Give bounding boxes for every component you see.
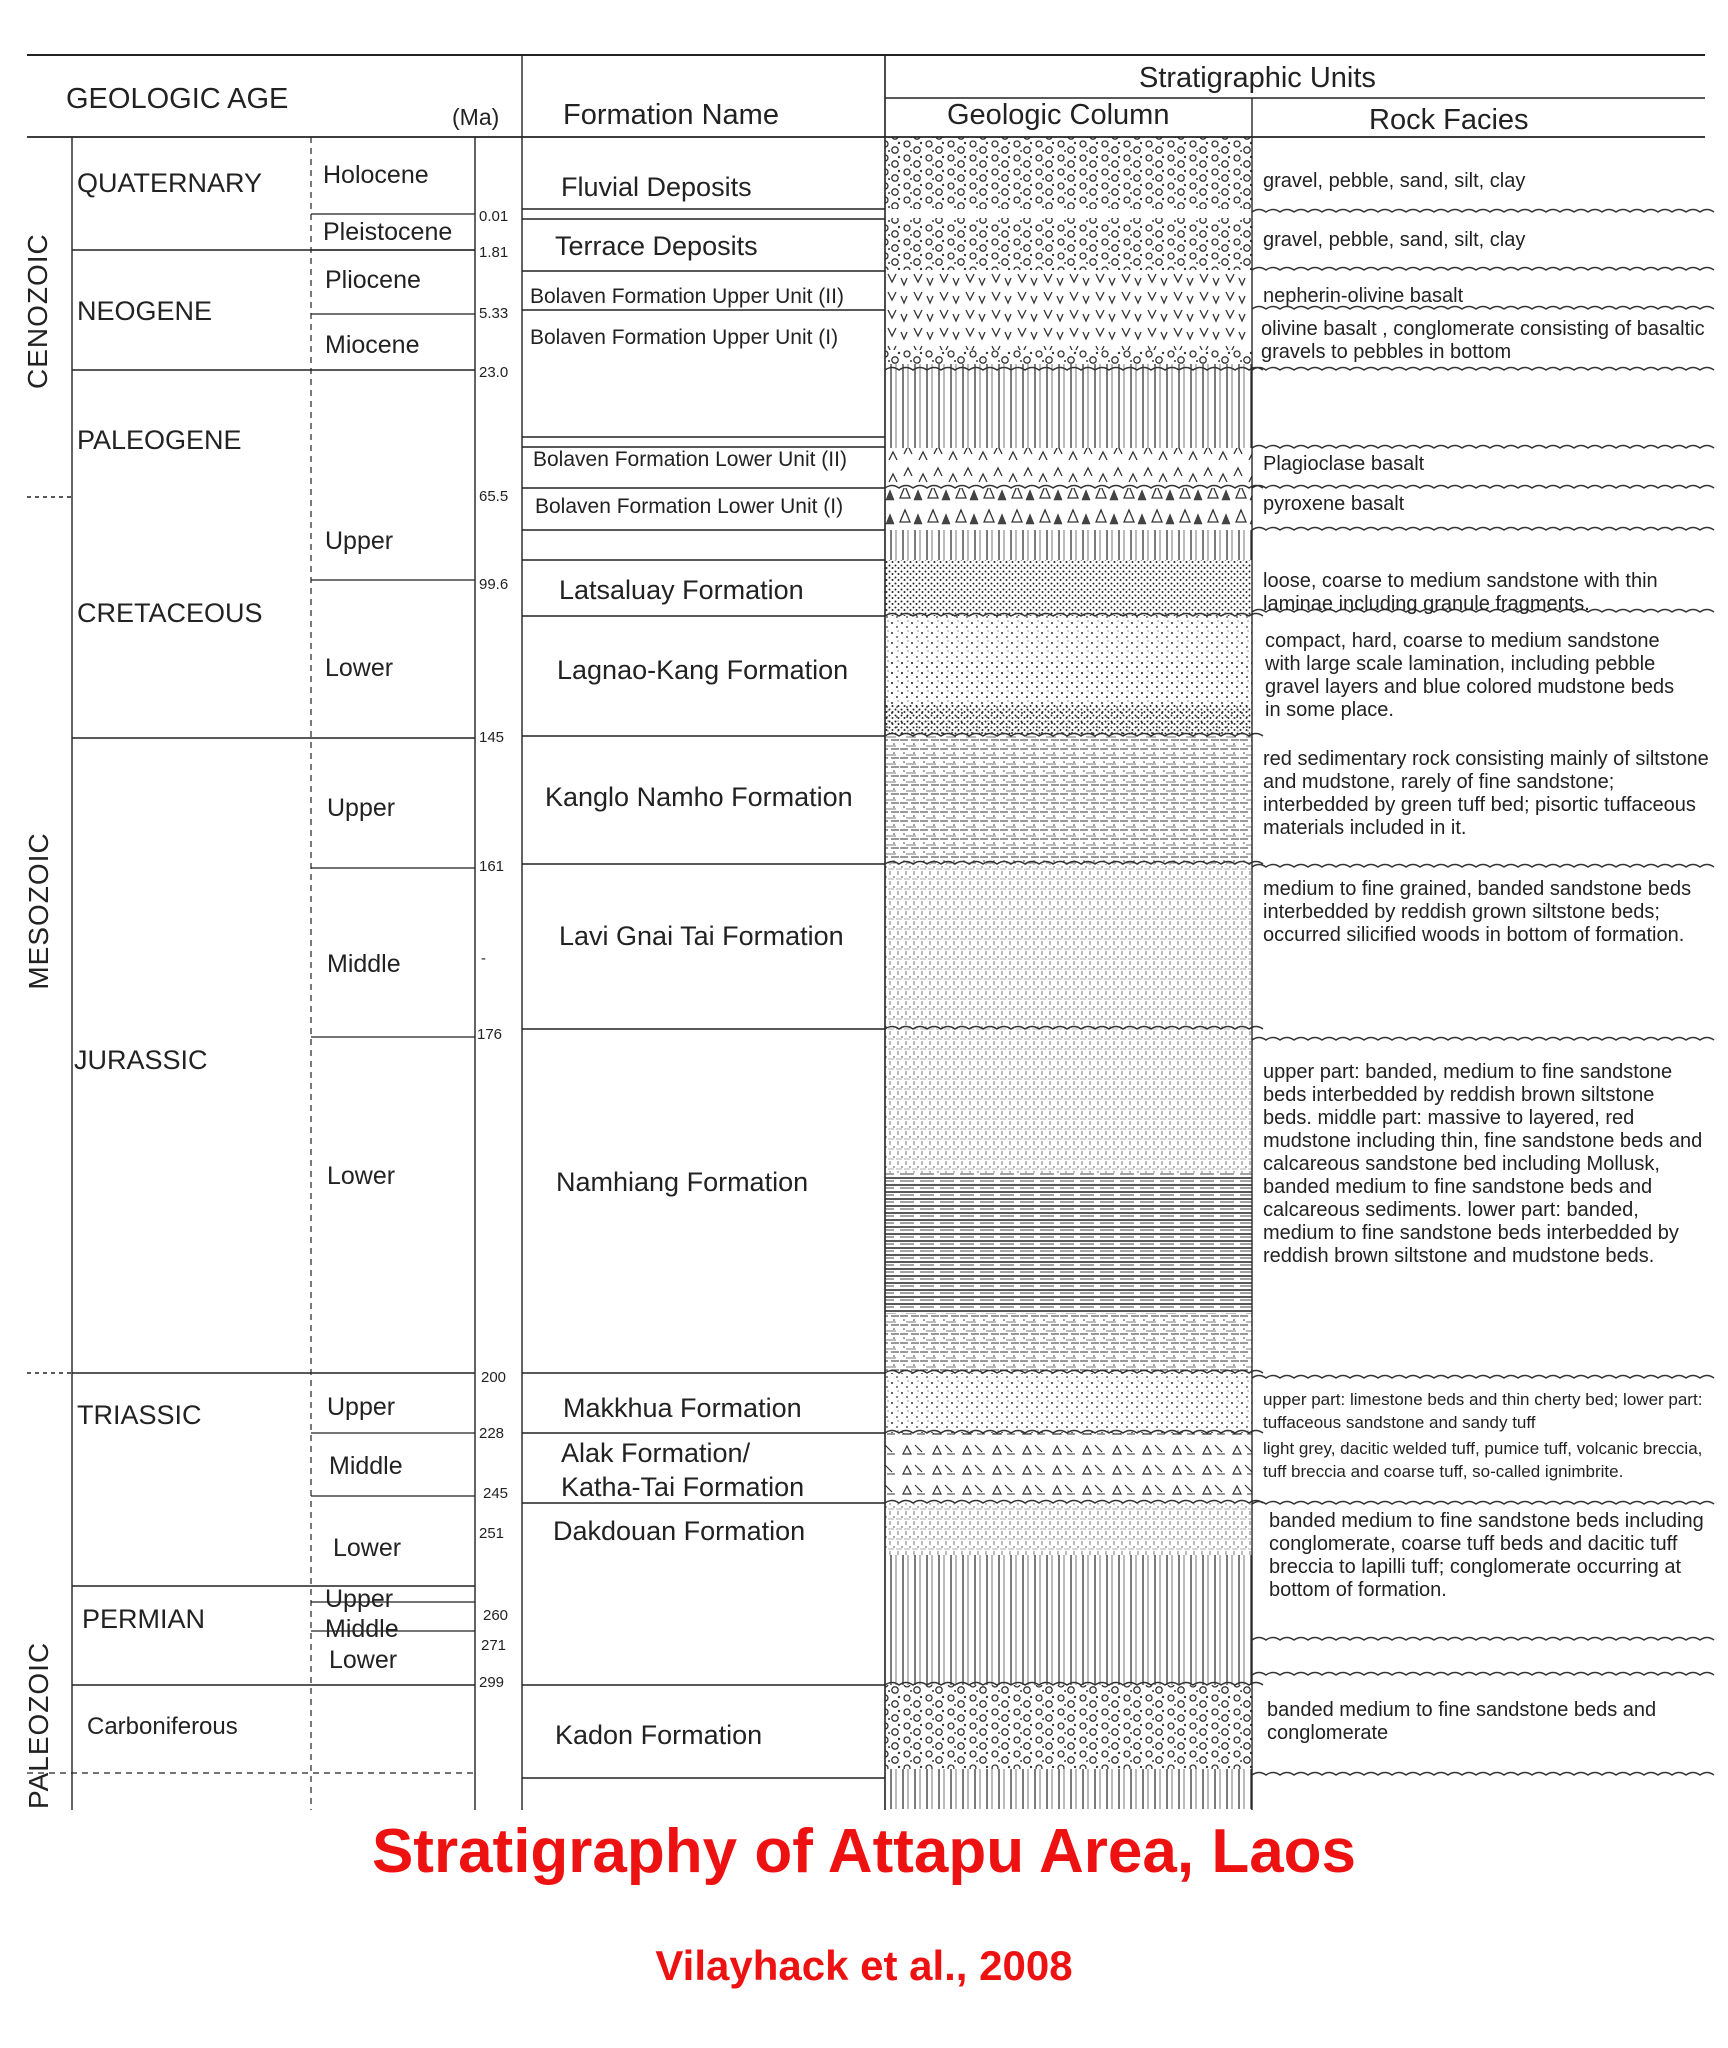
facies-makkhua: upper part: limestone beds and thin cherty bed; lower part: tuffaceous sandstone and sandy tuff <box>1263 1390 1703 1432</box>
formation-alak: Alak Formation/ <box>561 1438 751 1468</box>
facies-unconformity <box>1252 486 1714 489</box>
layer-kadon-base <box>885 1769 1252 1809</box>
period-quaternary: QUATERNARY <box>77 168 263 198</box>
formation-kanglo-namho: Kanglo Namho Formation <box>545 782 853 812</box>
layer-kanglo-namho <box>885 736 1252 864</box>
layer-vertical <box>885 364 1252 448</box>
facies-dakdouan: banded medium to fine sandstone beds including conglomerate, coarse tuff beds and dacitic tuff breccia to lapilli tuff; conglomerate occurring at bottom of formation. <box>1269 1510 1704 1601</box>
period-jurassic: JURASSIC <box>74 1045 208 1075</box>
layer-lavi-gnai-tai <box>885 864 1252 1029</box>
formation-bolaven-lower-i: Bolaven Formation Lower Unit (I) <box>535 495 844 518</box>
layer-basal-gravel <box>885 350 1252 364</box>
age-label: - <box>481 950 486 967</box>
facies-unconformity <box>1252 368 1714 371</box>
facies-lavi-gnai-tai: medium to fine grained, banded sandstone beds interbedded by reddish grown siltstone beds; occurred silicified woods in bottom of formation. <box>1263 878 1692 946</box>
facies-bolaven-upper-ii: nepherin-olivine basalt <box>1263 285 1464 307</box>
formation-katha-tai: Katha-Tai Formation <box>561 1472 805 1502</box>
age-label: 145 <box>479 729 505 746</box>
age-label: 260 <box>483 1607 509 1624</box>
layer-makkhua <box>885 1373 1252 1433</box>
formation-dakdouan: Dakdouan Formation <box>553 1516 806 1546</box>
layer-fluvial <box>885 137 1252 209</box>
epoch-miocene: Miocene <box>325 331 420 359</box>
layer-alak <box>885 1433 1252 1503</box>
header-geologic-column: Geologic Column <box>947 99 1170 131</box>
facies-latsaluay: loose, coarse to medium sandstone with thin laminae including granule fragments. <box>1263 570 1658 615</box>
age-label: 23.0 <box>479 364 509 381</box>
epoch-jurassic-lower: Lower <box>327 1162 396 1190</box>
period-permian: PERMIAN <box>82 1604 206 1634</box>
age-label: 228 <box>479 1425 505 1442</box>
age-label: 0.01 <box>479 208 509 225</box>
facies-alak-katha-tai: light grey, dacitic welded tuff, pumice tuff, volcanic breccia, tuff breccia and coarse tuff, so-called ignimbrite. <box>1263 1439 1703 1481</box>
facies-lagnao-kang: compact, hard, coarse to medium sandstone with large scale lamination, including pebble gravel layers and blue colored mudstone beds in some place. <box>1265 630 1675 721</box>
facies-unconformity <box>1252 1038 1714 1041</box>
formation-bolaven-upper-ii: Bolaven Formation Upper Unit (II) <box>530 285 844 308</box>
header-geologic-age: GEOLOGIC AGE <box>66 83 289 115</box>
epoch-permian-middle: Middle <box>325 1615 399 1643</box>
period-triassic: TRIASSIC <box>77 1400 202 1430</box>
facies-unconformity <box>1252 446 1714 449</box>
header-ma: (Ma) <box>452 104 500 130</box>
formation-lagnao-kang: Lagnao-Kang Formation <box>557 655 849 685</box>
layer-namhiang-middle <box>885 1173 1252 1313</box>
facies-unconformity <box>1252 1376 1714 1379</box>
figure-title: Stratigraphy of Attapu Area, Laos <box>371 1817 1357 1886</box>
formation-bolaven-lower-ii: Bolaven Formation Lower Unit (II) <box>533 448 847 471</box>
age-label: 161 <box>479 858 505 875</box>
period-paleogene: PALEOGENE <box>77 425 242 455</box>
formation-bolaven-upper-i: Bolaven Formation Upper Unit (I) <box>530 326 839 349</box>
formation-namhiang: Namhiang Formation <box>556 1167 809 1197</box>
era-mesozoic: MESOZOIC <box>23 832 54 990</box>
epoch-holocene: Holocene <box>323 161 429 189</box>
header-formation-name: Formation Name <box>563 99 779 131</box>
formation-latsaluay: Latsaluay Formation <box>559 575 804 605</box>
epoch-triassic-upper: Upper <box>327 1393 396 1421</box>
facies-kadon: banded medium to fine sandstone beds and conglomerate <box>1267 1699 1657 1744</box>
figure-citation: Vilayhack et al., 2008 <box>655 1942 1073 1989</box>
epoch-cretaceous-upper: Upper <box>325 527 394 555</box>
layer-bolaven-lower-ii <box>885 448 1252 488</box>
facies-fluvial: gravel, pebble, sand, silt, clay <box>1263 170 1526 192</box>
age-label: 299 <box>479 1674 505 1691</box>
facies-bolaven-lower-i: pyroxene basalt <box>1263 493 1405 515</box>
facies-unconformity <box>1252 268 1714 271</box>
epoch-pleistocene: Pleistocene <box>323 218 453 246</box>
epoch-permian-lower: Lower <box>329 1646 398 1674</box>
formation-kadon: Kadon Formation <box>555 1720 763 1750</box>
formation-fluvial-deposits: Fluvial Deposits <box>561 172 752 202</box>
facies-terrace: gravel, pebble, sand, silt, clay <box>1263 229 1526 251</box>
era-paleozoic: PALEOZOIC <box>23 1641 54 1809</box>
facies-unconformity <box>1252 528 1714 531</box>
facies-bolaven-lower-ii: Plagioclase basalt <box>1263 453 1425 475</box>
age-label: 200 <box>481 1369 507 1386</box>
period-neogene: NEOGENE <box>77 296 213 326</box>
layer-bolaven-upper-i <box>885 310 1252 350</box>
facies-unconformity <box>1252 865 1714 868</box>
age-label: 271 <box>481 1637 507 1654</box>
age-label: 251 <box>479 1525 505 1542</box>
facies-unconformity <box>1252 1773 1714 1776</box>
layer-filler <box>885 660 1252 700</box>
layer-terrace <box>885 218 1252 270</box>
epoch-triassic-middle: Middle <box>329 1452 403 1480</box>
facies-kanglo-namho: red sedimentary rock consisting mainly of siltstone and mudstone, rarely of fine sandstone; interbedded by green tuff bed; pisortic tuffaceous materials included in it. <box>1263 748 1709 839</box>
epoch-jurassic-upper: Upper <box>327 794 396 822</box>
layer-columnar <box>885 530 1252 560</box>
layer-kadon <box>885 1685 1252 1769</box>
layer-latsaluay <box>885 560 1252 616</box>
epoch-pliocene: Pliocene <box>325 266 421 294</box>
layer-lagnao-base <box>885 705 1252 735</box>
age-label: 65.5 <box>479 488 509 505</box>
epoch-permian-upper: Upper <box>325 1585 394 1613</box>
epoch-triassic-lower: Lower <box>333 1534 402 1562</box>
facies-namhiang: upper part: banded, medium to fine sandstone beds interbedded by reddish brown siltstone beds. middle part: massive to layered, red mudstone including thin, fine sandstone beds and calcareous sandstone bed including Mollusk, banded medium to fine sandstone beds and calcareous sediments. lower part: banded, medium to fine sandstone beds interbedded by reddish brown siltstone and mudstone beds. <box>1263 1061 1703 1267</box>
age-label: 245 <box>483 1485 509 1502</box>
epoch-cretaceous-lower: Lower <box>325 654 394 682</box>
header-stratigraphic-units: Stratigraphic Units <box>1139 62 1376 94</box>
age-label: 5.33 <box>479 305 509 322</box>
facies-unconformity <box>1252 1502 1714 1505</box>
formation-makkhua: Makkhua Formation <box>563 1393 802 1423</box>
formation-lavi-gnai-tai: Lavi Gnai Tai Formation <box>559 921 844 951</box>
layer-dakdouan-top <box>885 1503 1252 1555</box>
facies-unconformity <box>1252 210 1714 213</box>
formation-terrace-deposits: Terrace Deposits <box>555 231 758 261</box>
era-cenozoic: CENOZOIC <box>22 233 53 389</box>
epoch-jurassic-middle: Middle <box>327 950 401 978</box>
layer-bolaven-upper-ii <box>885 272 1252 310</box>
layer-bolaven-lower-i <box>885 488 1252 530</box>
layer-namhiang-upper <box>885 1029 1252 1173</box>
age-label: 1.81 <box>479 244 509 261</box>
facies-unconformity <box>1252 1673 1714 1676</box>
facies-unconformity <box>1252 1638 1714 1641</box>
layer-namhiang-lower <box>885 1313 1252 1373</box>
layer-dakdouan <box>885 1555 1252 1685</box>
age-label: 99.6 <box>479 576 509 593</box>
age-label: 176 <box>477 1026 503 1043</box>
period-cretaceous: CRETACEOUS <box>77 598 263 628</box>
header-rock-facies: Rock Facies <box>1369 104 1529 136</box>
facies-bolaven-upper-i: olivine basalt , conglomerate consisting of basaltic gravels to pebbles in bottom <box>1261 318 1705 363</box>
period-carboniferous: Carboniferous <box>87 1713 238 1740</box>
